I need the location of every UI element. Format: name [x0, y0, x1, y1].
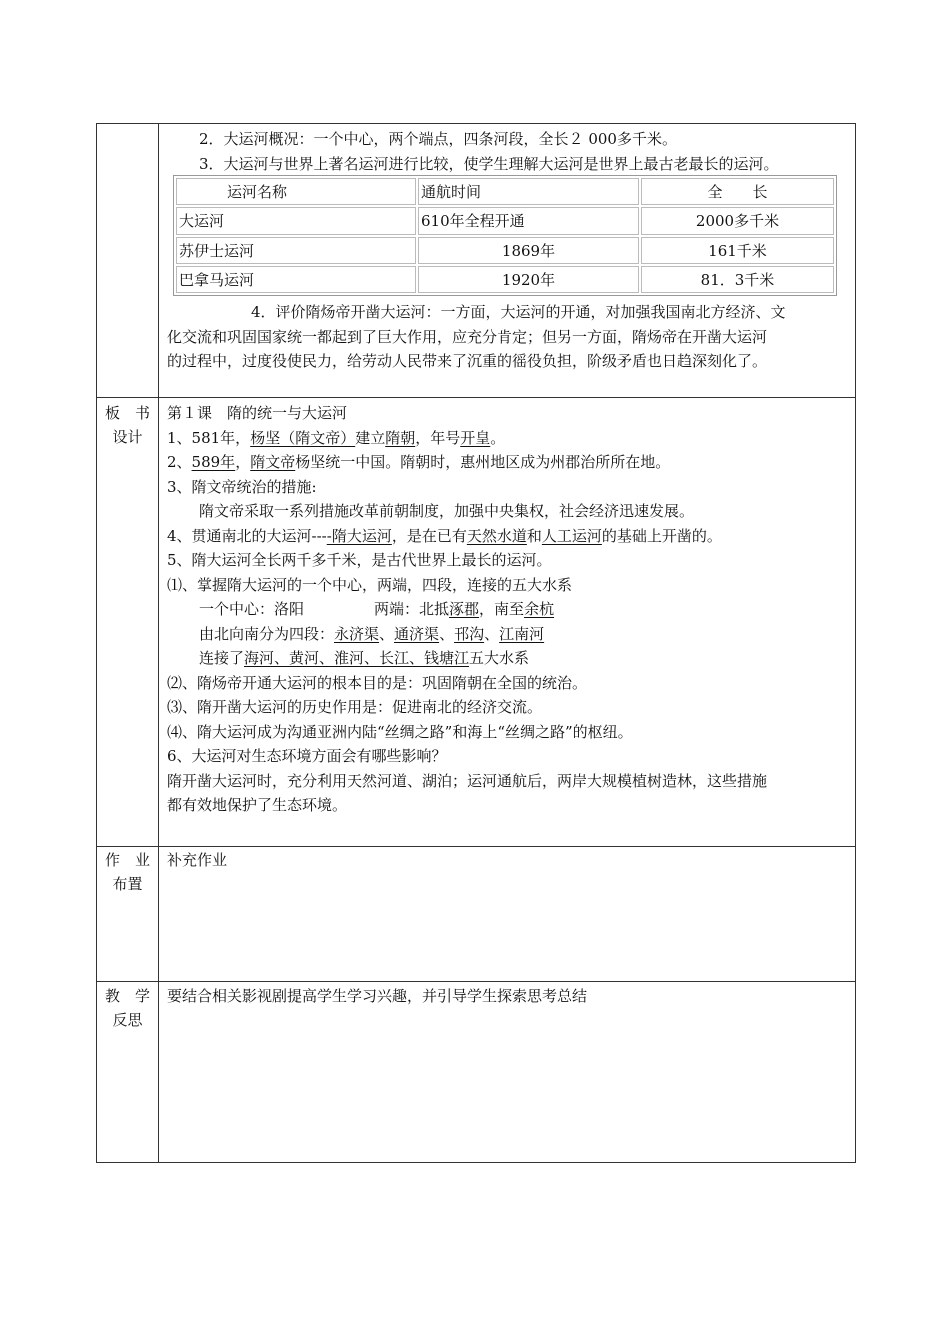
board-line-5: 5、隋大运河全长两千多千米，是古代世界上最长的运河。 — [167, 551, 552, 569]
board-sub-1-center: 一个中心：洛阳 两端：北抵涿郡，南至余杭 — [199, 600, 555, 618]
board-design-content — [167, 401, 847, 818]
cell-open-time: 1869年 — [418, 237, 639, 264]
header-length: 全 长 — [641, 178, 834, 205]
homework-content — [167, 848, 847, 873]
board-sub-3: ⑶、隋开凿大运河的历史作用是：促进南北的经济交流。 — [167, 698, 543, 716]
homework-text: 补充作业 — [167, 851, 228, 869]
intro-section — [167, 127, 847, 176]
board-line-4: 4、贯通南北的大运河----隋大运河，是在已有天然水道和人工运河的基础上开凿的。 — [167, 526, 722, 545]
eval-line-1: 4．评价隋炀帝开凿大运河：一方面，大运河的开通，对加强我国南北方经济、文 — [251, 303, 786, 321]
cell-length: 81．3千米 — [641, 266, 834, 293]
board-line-2: 2、589年，隋文帝杨坚统一中国。隋朝时，惠州地区成为州郡治所所在地。 — [167, 453, 671, 471]
row-divider — [97, 846, 855, 847]
table-row — [176, 207, 834, 234]
board-line-3-body: 隋文帝采取一系列措施改革前朝制度，加强中央集权，社会经济迅速发展。 — [199, 502, 695, 520]
eval-line-2: 化交流和巩固国家统一都起到了巨大作用，应充分肯定；但另一方面，隋炀帝在开凿大运河 — [167, 327, 768, 346]
cell-open-time: 610年全程开通 — [418, 207, 639, 234]
column-divider — [158, 124, 159, 1162]
board-sub-1-segments: 由北向南分为四段：永济渠、通济渠、邗沟、江南河 — [199, 624, 545, 643]
lesson-plan-table — [96, 123, 856, 1163]
table-row — [176, 266, 834, 293]
cell-length: 161千米 — [641, 237, 834, 264]
board-title: 第１课 隋的统一与大运河 — [167, 404, 348, 422]
cell-open-time: 1920年 — [418, 266, 639, 293]
intro-line-2: 2．大运河概况：一个中心，两个端点，四条河段，全长２ 000多千米。 — [199, 130, 677, 148]
reflection-label: 教 学 反思 — [104, 987, 150, 1029]
cell-length: 2000多千米 — [641, 207, 834, 234]
canal-comparison-table — [173, 175, 837, 296]
board-sub-2: ⑵、隋炀帝开通大运河的根本目的是：巩固隋朝在全国的统治。 — [167, 673, 588, 692]
cell-canal-name: 巴拿马运河 — [176, 266, 416, 293]
board-line-3: 3、隋文帝统治的措施: — [167, 477, 317, 496]
table-row — [176, 237, 834, 264]
board-sub-1-rivers: 连接了海河、黄河、淮河、长江、钱塘江五大水系 — [199, 649, 530, 667]
header-canal-name: 运河名称 — [176, 178, 416, 205]
header-open-time: 通航时间 — [418, 178, 639, 205]
table-header-row — [176, 178, 834, 205]
homework-label: 作 业 布置 — [104, 851, 150, 893]
intro-line-3: 3．大运河与世界上著名运河进行比较，使学生理解大运河是世界上最古老最长的运河。 — [199, 154, 779, 173]
reflection-content — [167, 984, 847, 1009]
board-line-6: 6、大运河对生态环境方面会有哪些影响？ — [167, 747, 447, 765]
cell-canal-name: 大运河 — [176, 207, 416, 234]
evaluation-paragraph — [167, 300, 847, 374]
board-sub-1: ⑴、掌握隋大运河的一个中心，两端，四段，连接的五大水系 — [167, 575, 573, 594]
board-line-6-body-2: 都有效地保护了生态环境。 — [167, 796, 348, 814]
board-sub-4: ⑷、隋大运河成为沟通亚洲内陆“丝绸之路”和海上“丝绸之路”的枢纽。 — [167, 722, 633, 741]
board-line-1: 1、581年，杨坚（隋文帝）建立隋朝，年号开皇。 — [167, 428, 506, 447]
eval-line-3: 的过程中，过度役使民力，给劳动人民带来了沉重的徭役负担，阶级矛盾也日趋深刻化了。 — [167, 352, 768, 370]
board-design-label: 板 书 设计 — [104, 404, 150, 446]
row-divider — [97, 981, 855, 982]
row-divider — [97, 397, 855, 398]
reflection-text: 要结合相关影视剧提高学生学习兴趣，并引导学生探索思考总结 — [167, 987, 588, 1005]
board-line-6-body-1: 隋开凿大运河时，充分利用天然河道、湖泊；运河通航后，两岸大规模植树造林，这些措施 — [167, 771, 768, 790]
cell-canal-name: 苏伊士运河 — [176, 237, 416, 264]
